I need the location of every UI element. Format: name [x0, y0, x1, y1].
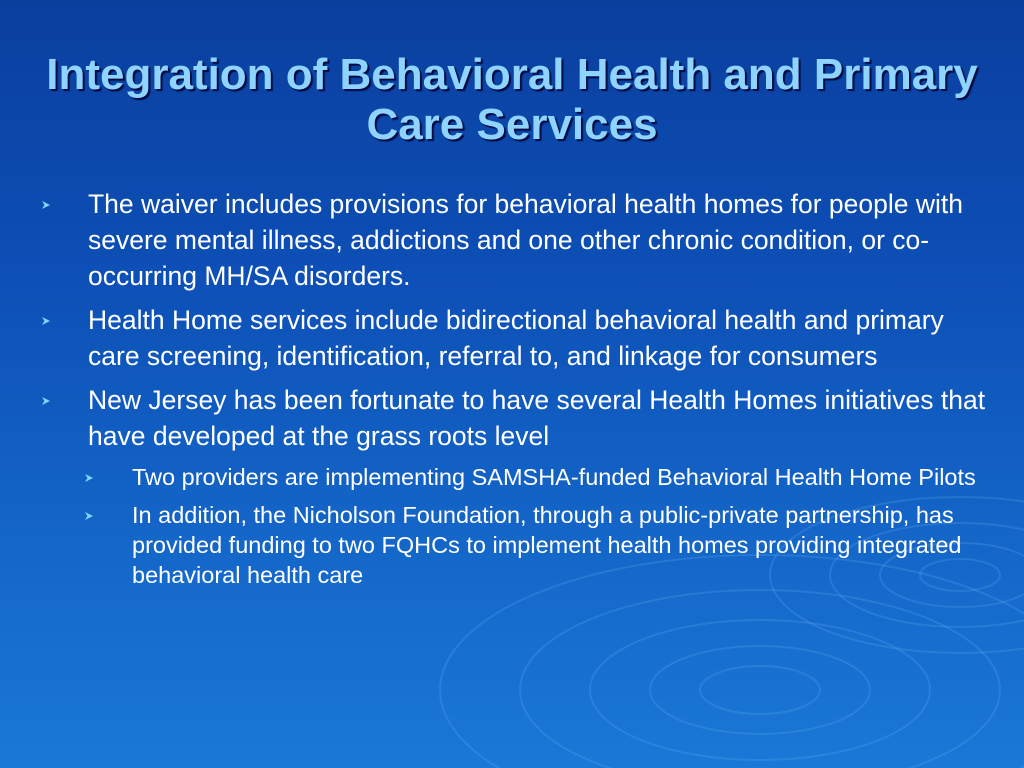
arrow-bullet-icon	[41, 200, 51, 210]
sub-bullet-item	[132, 462, 992, 492]
sub-bullet-item	[132, 500, 992, 590]
bullet-text: New Jersey has been fortunate to have several Health Homes initiatives that have developed at the grass roots level	[88, 385, 986, 451]
arrow-bullet-icon	[41, 396, 51, 406]
bullet-text: The waiver includes provisions for behavioral health homes for people with severe mental illness, addictions and one other chronic condition, or co-occurring MH/SA disorders.	[88, 189, 963, 291]
bullet-list	[0, 186, 1024, 598]
arrow-bullet-icon	[84, 511, 94, 521]
sub-bullet-text: In addition, the Nicholson Foundation, through a public-private partnership, has provided funding to two FQHCs to implement health homes providing integrated behavioral health care	[132, 502, 962, 588]
arrow-bullet-icon	[84, 473, 94, 483]
slide-title: Integration of Behavioral Health and Primary Care Services	[46, 50, 978, 149]
bullet-text: Health Home services include bidirectional behavioral health and primary care screening, identification, referral to, and linkage for consumers	[88, 305, 944, 371]
sub-bullet-text: Two providers are implementing SAMSHA-funded Behavioral Health Home Pilots	[132, 464, 976, 490]
bullet-item	[88, 382, 998, 454]
bullet-item	[88, 186, 998, 294]
arrow-bullet-icon	[41, 316, 51, 326]
bullet-item	[88, 302, 998, 374]
